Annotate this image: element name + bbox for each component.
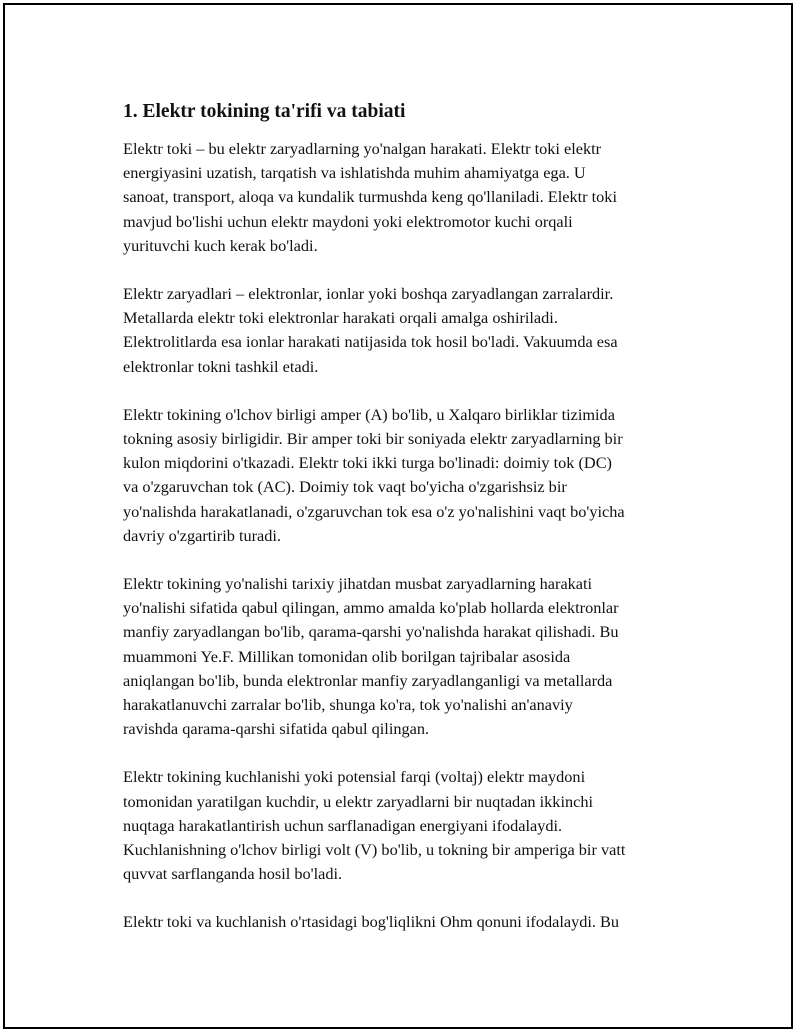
paragraph-3 bbox=[123, 403, 698, 548]
text-line: harakatlanuvchi zarralar bo'lib, shunga ko'ra, tok yo'nalishi an'anaviy bbox=[123, 695, 573, 715]
page-frame bbox=[3, 3, 793, 1029]
paragraph-5 bbox=[123, 765, 698, 886]
text-line: Elektr toki va kuchlanish o'rtasidagi bog'liqlikni Ohm qonuni ifodalaydi. Bu bbox=[123, 912, 620, 932]
text-line: manfiy zaryadlangan bo'lib, qarama-qarshi yo'nalishda harakat qilishadi. Bu bbox=[123, 622, 619, 642]
paragraph-6 bbox=[123, 910, 698, 934]
paragraph-1 bbox=[123, 137, 698, 258]
text-line: nuqtaga harakatlantirish uchun sarflanadigan energiyani ifodalaydi. bbox=[123, 815, 563, 835]
section-heading: 1. Elektr tokining ta'rifi va tabiati bbox=[123, 101, 406, 122]
text-line: aniqlangan bo'lib, bunda elektronlar manfiy zaryadlanganligi va metallarda bbox=[123, 670, 613, 690]
text-line: sanoat, transport, aloqa va kundalik turmushda keng qo'llaniladi. Elektr toki bbox=[123, 187, 617, 207]
text-line: davriy o'zgartirib turadi. bbox=[123, 525, 282, 545]
paragraph-2 bbox=[123, 282, 698, 379]
text-line: tomonidan yaratilgan kuchdir, u elektr zaryadlarni bir nuqtadan ikkinchi bbox=[123, 791, 593, 811]
text-line: ravishda qarama-qarshi sifatida qabul qilingan. bbox=[123, 719, 430, 739]
text-line: mavjud bo'lishi uchun elektr maydoni yoki elektromotor kuchi orqali bbox=[123, 211, 573, 231]
text-line: tokning asosiy birligidir. Bir amper toki bir soniyada elektr zaryadlarning bir bbox=[123, 429, 623, 449]
text-line: Elektr tokining o'lchov birligi amper (A) bo'lib, u Xalqaro birliklar tizimida bbox=[123, 404, 615, 424]
paragraph-4 bbox=[123, 572, 698, 741]
text-line: Metallarda elektr toki elektronlar harakati orqali amalga oshiriladi. bbox=[123, 308, 558, 328]
text-line: Elektr tokining kuchlanishi yoki potensial farqi (voltaj) elektr maydoni bbox=[123, 767, 586, 787]
text-line: Kuchlanishning o'lchov birligi volt (V) bo'lib, u tokning bir amperiga bir vatt bbox=[123, 840, 626, 860]
text-line: Elektrolitlarda esa ionlar harakati natijasida tok hosil bo'ladi. Vakuumda esa bbox=[123, 332, 618, 352]
text-line: yo'nalishi sifatida qabul qilingan, ammo amalda ko'plab hollarda elektronlar bbox=[123, 598, 619, 618]
text-line: Elektr toki – bu elektr zaryadlarning yo'nalgan harakati. Elektr toki elektr bbox=[123, 139, 602, 158]
text-line: Elektr zaryadlari – elektronlar, ionlar yoki boshqa zaryadlangan zarralardir. bbox=[123, 284, 614, 304]
text-line: elektronlar tokni tashkil etadi. bbox=[123, 356, 319, 376]
document-body bbox=[123, 99, 698, 959]
text-line: va o'zgaruvchan tok (AC). Doimiy tok vaqt bo'yicha o'zgarishsiz bir bbox=[123, 477, 567, 497]
text-line: Elektr tokining yo'nalishi tarixiy jihatdan musbat zaryadlarning harakati bbox=[123, 574, 593, 594]
text-line: muammoni Ye.F. Millikan tomonidan olib borilgan tajribalar asosida bbox=[123, 646, 571, 666]
text-line: kulon miqdorini o'tkazadi. Elektr toki ikki turga bo'linadi: doimiy tok (DC) bbox=[123, 453, 612, 473]
text-line: energiyasini uzatish, tarqatish va ishlatishda muhim ahamiyatga ega. U bbox=[123, 163, 586, 183]
text-line: yurituvchi kuch kerak bo'ladi. bbox=[123, 235, 318, 255]
text-line: quvvat sarflanganda hosil bo'ladi. bbox=[123, 864, 343, 884]
text-line: yo'nalishda harakatlanadi, o'zgaruvchan tok esa o'z yo'nalishini vaqt bo'yicha bbox=[123, 501, 625, 521]
